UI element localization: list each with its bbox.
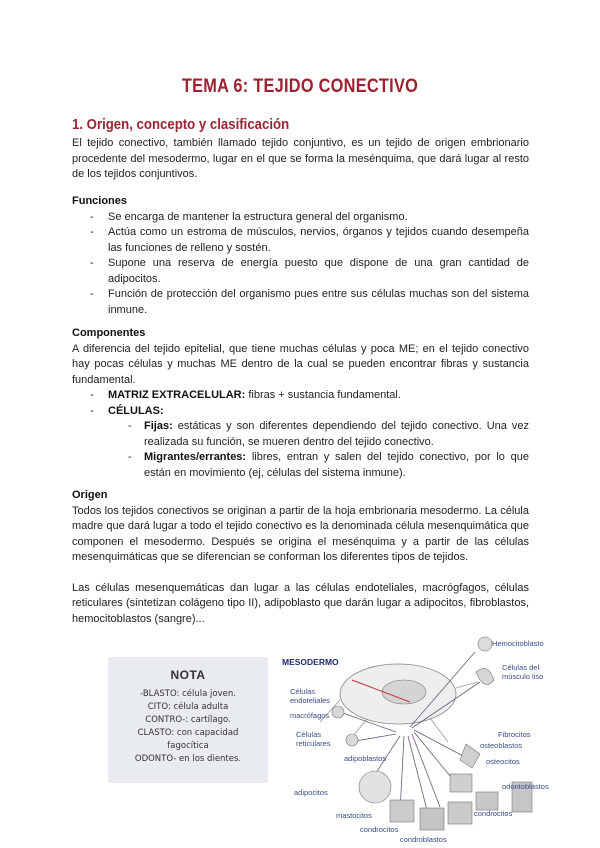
label-macrofagos: macrófagos bbox=[290, 711, 330, 720]
celulas-sublist bbox=[72, 419, 529, 481]
osteocito-sketch bbox=[476, 792, 498, 810]
page-title: TEMA 6: TEJIDO CONECTIVO bbox=[181, 76, 419, 97]
condroblasto-sketch bbox=[420, 808, 444, 830]
nota-line: CONTRO-: cartílago. bbox=[145, 715, 231, 725]
nota-title: NOTA bbox=[170, 668, 206, 682]
migrantes-label: Migrantes/errantes: bbox=[144, 451, 247, 463]
reticular-sketch bbox=[346, 734, 358, 746]
list-item: - Función de protección del organismo pues entre sus células muchas son del sistema inmune. bbox=[72, 287, 529, 318]
list-item: - Se encarga de mantener la estructura general del organismo. bbox=[72, 210, 529, 226]
nota-line: -BLASTO: célula joven. bbox=[140, 689, 236, 699]
migrantes-text: libres, entran y salen del tejido conectivo, por lo que están en movimiento (ej, células del sistema inmune). bbox=[144, 451, 529, 479]
label-osteoblastos: osteoblastos bbox=[480, 741, 523, 750]
mesodermo-differentiation-figure bbox=[280, 632, 570, 846]
matriz-text: fibras + sustancia fundamental. bbox=[245, 389, 401, 401]
list-item-celulas bbox=[72, 404, 529, 420]
list-item: - Actúa como un estroma de músculos, nervios, órganos y tejidos cuando desempeña las funciones de relleno y sostén. bbox=[72, 225, 529, 256]
condrocito-sketch bbox=[448, 802, 472, 824]
label-endoteliales: Células endoteliales bbox=[290, 687, 331, 705]
label-fibrocitos: Fibrocitos bbox=[498, 730, 531, 739]
fijas-label: Fijas: bbox=[144, 420, 173, 432]
macrofago-sketch bbox=[332, 706, 344, 718]
fijas-text: estáticas y son diferentes dependiendo del tejido conectivo. Una vez realizada su función, se mueren dentro del tejido conectivo. bbox=[144, 420, 529, 448]
componentes-section bbox=[72, 326, 529, 481]
label-mesodermo: MESODERMO bbox=[282, 657, 339, 667]
musculo-liso-sketch bbox=[476, 668, 494, 684]
list-item-matriz bbox=[72, 388, 529, 404]
matriz-label: MATRIZ EXTRACELULAR: bbox=[108, 389, 246, 401]
nota-line: CLASTO: con capacidad bbox=[137, 728, 239, 738]
label-adipocitos: adipocitos bbox=[294, 788, 328, 797]
funciones-section bbox=[72, 194, 529, 318]
list-item: - Supone una reserva de energía puesto que dispone de una gran cantidad de adipocitos. bbox=[72, 256, 529, 287]
componentes-list bbox=[72, 388, 529, 419]
cell-nucleus bbox=[382, 680, 426, 704]
nota-line: CITO: célula adulta bbox=[147, 702, 229, 712]
label-adipoblastos: adipoblastos bbox=[344, 754, 387, 763]
celulas-label: CÉLULAS: bbox=[108, 404, 164, 417]
origen-section bbox=[72, 488, 529, 627]
label-condroblastos: condroblastos bbox=[400, 835, 447, 844]
label-odontoblastos: odontoblastos bbox=[502, 782, 549, 791]
label-reticulares: Células reticulares bbox=[296, 730, 331, 748]
funciones-list bbox=[72, 210, 529, 319]
mastocito-sketch bbox=[390, 800, 414, 822]
origen-paragraph-2: Las células mesenquemáticas dan lugar a las células endoteliales, macrógfagos, células reticulares (sintetizan colágeno tipo II), adipoblasto que darán lugar a adipocitos, fibroblastos, hemocitoblastos (sangre)... bbox=[72, 581, 529, 625]
nota-line: fagocítica bbox=[167, 741, 209, 751]
osteoblasto-sketch bbox=[450, 774, 472, 792]
componentes-intro: A diferencia del tejido epitelial, que tiene muchas células y poca ME; en el tejido conectivo hay pocas células y muchas ME dentro de la cual se pueden encontrar fibras y sustancia fundamental. bbox=[72, 342, 529, 386]
label-mastocitos: mastocitos bbox=[336, 811, 372, 820]
funciones-heading: Funciones bbox=[72, 195, 128, 207]
fibrocito-sketch bbox=[460, 744, 480, 768]
label-musculo-liso: Células del músculo liso bbox=[502, 663, 544, 681]
intro-paragraph: El tejido conectivo, también llamado tejido conjuntivo, es un tejido de origen embrionario procedente del mesodermo, lugar en el que se forma la mesénquima, que dará lugar al resto de los tejidos conjuntivos. bbox=[72, 137, 529, 180]
list-item-migrantes bbox=[72, 450, 529, 481]
label-hemocitoblasto: Hemocitoblasto bbox=[492, 639, 544, 648]
origen-heading: Origen bbox=[72, 489, 108, 501]
componentes-heading: Componentes bbox=[72, 327, 146, 339]
hemocitoblasto-sketch bbox=[478, 637, 492, 651]
origen-paragraph-1: Todos los tejidos conectivos se originan a partir de la hoja embrionaria mesodermo. La célula madre que dará lugar a todo el tejido conectivo es la denominada célula mesenquimática que componen el mesodermo. Después se origina el mesénquima y a partir de las células mesenquimáticas que se diferencian se conforman los diferentes tipos de tejidos. bbox=[72, 504, 529, 563]
label-osteocitos: osteocitos bbox=[486, 757, 520, 766]
section-heading-origen-concepto: 1. Origen, concepto y clasificación bbox=[72, 116, 290, 133]
nota-line: ODONTO- en los dientes. bbox=[134, 754, 242, 764]
adipocito-sketch bbox=[359, 771, 391, 803]
label-condrocitos-b: condrocitos bbox=[474, 809, 513, 818]
nota-box bbox=[108, 657, 268, 783]
label-condrocitos-a: condrocitos bbox=[360, 825, 399, 834]
list-item-fijas bbox=[72, 419, 529, 450]
